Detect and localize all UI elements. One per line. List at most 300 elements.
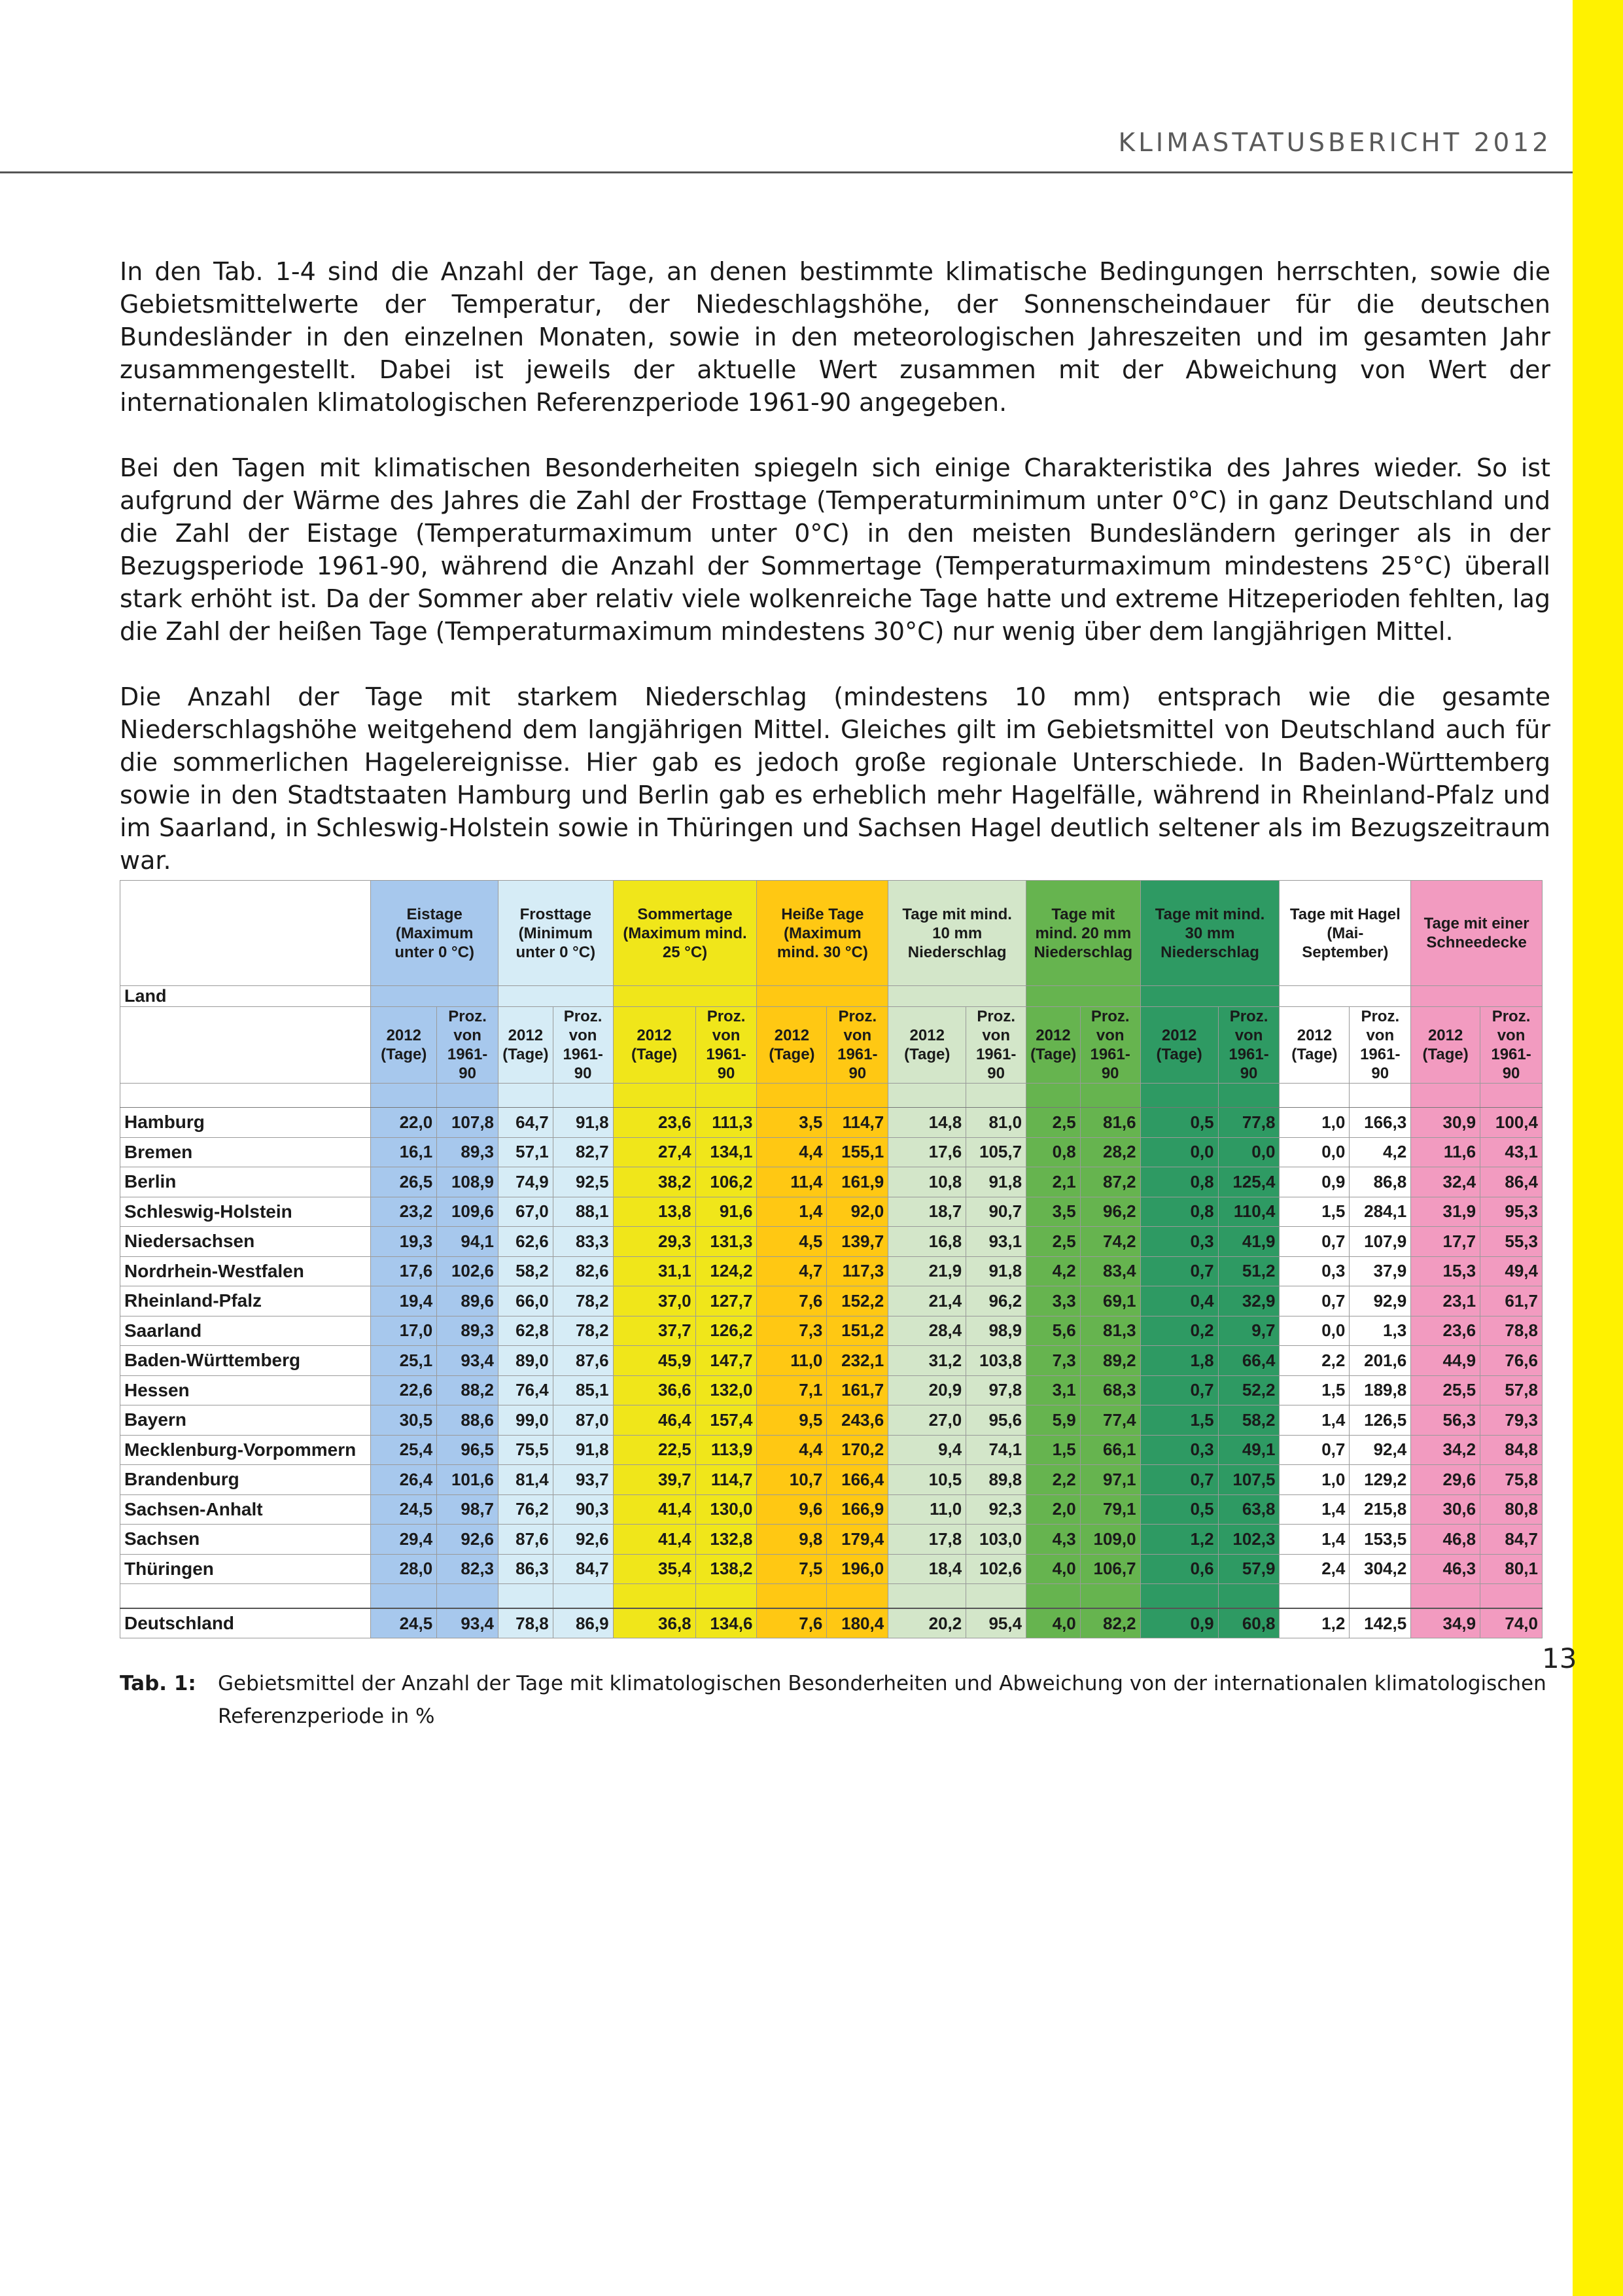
value-cell: 126,2 <box>695 1316 757 1346</box>
value-cell: 134,1 <box>695 1137 757 1167</box>
value-cell: 31,1 <box>613 1256 695 1286</box>
land-name: Sachsen-Anhalt <box>120 1494 371 1525</box>
value-cell: 9,4 <box>888 1435 966 1465</box>
value-cell: 55,3 <box>1480 1227 1543 1257</box>
value-cell: 58,2 <box>1218 1405 1280 1436</box>
value-cell: 37,9 <box>1350 1256 1411 1286</box>
value-cell: 25,4 <box>371 1435 437 1465</box>
value-cell: 66,1 <box>1080 1435 1140 1465</box>
table-row <box>120 1494 1543 1525</box>
value-cell: 101,6 <box>437 1465 498 1495</box>
value-cell: 13,8 <box>613 1197 695 1227</box>
value-cell: 201,6 <box>1350 1346 1411 1376</box>
header-rule <box>0 171 1573 173</box>
blank-cell <box>1280 1084 1350 1108</box>
value-cell: 0,5 <box>1140 1108 1218 1138</box>
value-cell: 96,5 <box>437 1435 498 1465</box>
value-cell: 196,0 <box>827 1554 888 1584</box>
value-cell: 2,4 <box>1280 1554 1350 1584</box>
land-name: Thüringen <box>120 1554 371 1584</box>
value-cell: 29,4 <box>371 1525 437 1555</box>
value-cell: 15,3 <box>1411 1256 1480 1286</box>
running-header: KLIMASTATUSBERICHT 2012 <box>1118 128 1552 158</box>
group-header: Tage mit mind. 20 mm Niederschlag <box>1026 881 1141 986</box>
value-cell: 17,0 <box>371 1316 437 1346</box>
value-cell: 125,4 <box>1218 1167 1280 1197</box>
value-cell: 151,2 <box>827 1316 888 1346</box>
blank-cell <box>613 986 757 1007</box>
value-cell: 90,7 <box>966 1197 1026 1227</box>
value-cell: 0,9 <box>1140 1608 1218 1638</box>
blank-cell <box>498 986 614 1007</box>
value-cell: 3,5 <box>1026 1197 1081 1227</box>
value-cell: 9,7 <box>1218 1316 1280 1346</box>
blank-cell <box>1140 1584 1218 1609</box>
value-cell: 16,8 <box>888 1227 966 1257</box>
value-cell: 92,5 <box>553 1167 613 1197</box>
value-cell: 114,7 <box>827 1108 888 1138</box>
value-cell: 57,9 <box>1218 1554 1280 1584</box>
value-cell: 124,2 <box>695 1256 757 1286</box>
value-cell: 96,2 <box>1080 1197 1140 1227</box>
value-cell: 4,7 <box>757 1256 827 1286</box>
blank-cell <box>437 1584 498 1609</box>
value-cell: 32,4 <box>1411 1167 1480 1197</box>
value-cell: 82,7 <box>553 1137 613 1167</box>
value-cell: 4,4 <box>757 1137 827 1167</box>
blank-cell <box>827 1084 888 1108</box>
blank-cell <box>888 986 1026 1007</box>
value-cell: 22,6 <box>371 1375 437 1405</box>
table-row <box>120 1256 1543 1286</box>
value-cell: 28,4 <box>888 1316 966 1346</box>
value-cell: 91,8 <box>966 1167 1026 1197</box>
value-cell: 83,4 <box>1080 1256 1140 1286</box>
value-cell: 62,8 <box>498 1316 553 1346</box>
value-cell: 0,8 <box>1140 1197 1218 1227</box>
value-cell: 91,8 <box>553 1108 613 1138</box>
value-cell: 37,7 <box>613 1316 695 1346</box>
value-cell: 25,5 <box>1411 1375 1480 1405</box>
value-cell: 27,0 <box>888 1405 966 1436</box>
group-header: Tage mit mind. 30 mm Niederschlag <box>1140 881 1280 986</box>
value-cell: 0,3 <box>1280 1256 1350 1286</box>
sub-header-year: 2012 (Tage) <box>1411 1007 1480 1084</box>
table-row <box>120 1316 1543 1346</box>
blank-cell <box>757 1084 827 1108</box>
land-name: Mecklenburg-Vorpommern <box>120 1435 371 1465</box>
value-cell: 1,5 <box>1280 1375 1350 1405</box>
value-cell: 16,1 <box>371 1137 437 1167</box>
value-cell: 74,2 <box>1080 1227 1140 1257</box>
value-cell: 1,4 <box>757 1197 827 1227</box>
sub-header-year: 2012 (Tage) <box>498 1007 553 1084</box>
value-cell: 117,3 <box>827 1256 888 1286</box>
value-cell: 19,4 <box>371 1286 437 1316</box>
value-cell: 131,3 <box>695 1227 757 1257</box>
blank-cell <box>553 1584 613 1609</box>
value-cell: 96,2 <box>966 1286 1026 1316</box>
value-cell: 76,4 <box>498 1375 553 1405</box>
value-cell: 81,0 <box>966 1108 1026 1138</box>
value-cell: 0,7 <box>1280 1435 1350 1465</box>
blank-cell <box>1080 1084 1140 1108</box>
value-cell: 0,4 <box>1140 1286 1218 1316</box>
blank-cell <box>1480 1084 1543 1108</box>
value-cell: 87,6 <box>498 1525 553 1555</box>
value-cell: 77,8 <box>1218 1108 1280 1138</box>
value-cell: 92,3 <box>966 1494 1026 1525</box>
value-cell: 91,8 <box>553 1435 613 1465</box>
value-cell: 11,4 <box>757 1167 827 1197</box>
value-cell: 46,3 <box>1411 1554 1480 1584</box>
sub-header-year: 2012 (Tage) <box>613 1007 695 1084</box>
value-cell: 44,9 <box>1411 1346 1480 1376</box>
value-cell: 1,4 <box>1280 1494 1350 1525</box>
value-cell: 4,0 <box>1026 1554 1081 1584</box>
value-cell: 1,4 <box>1280 1405 1350 1436</box>
land-name: Nordrhein-Westfalen <box>120 1256 371 1286</box>
value-cell: 3,5 <box>757 1108 827 1138</box>
blank-cell <box>757 986 888 1007</box>
value-cell: 93,1 <box>966 1227 1026 1257</box>
value-cell: 87,0 <box>553 1405 613 1436</box>
value-cell: 92,4 <box>1350 1435 1411 1465</box>
value-cell: 79,1 <box>1080 1494 1140 1525</box>
value-cell: 243,6 <box>827 1405 888 1436</box>
value-cell: 10,5 <box>888 1465 966 1495</box>
blank-cell <box>1480 1584 1543 1609</box>
value-cell: 88,1 <box>553 1197 613 1227</box>
value-cell: 109,6 <box>437 1197 498 1227</box>
value-cell: 161,7 <box>827 1375 888 1405</box>
group-header-row <box>120 881 1543 986</box>
value-cell: 0,2 <box>1140 1316 1218 1346</box>
blank-cell <box>1080 1584 1140 1609</box>
value-cell: 75,5 <box>498 1435 553 1465</box>
blank-cell <box>498 1584 553 1609</box>
value-cell: 14,8 <box>888 1108 966 1138</box>
table-row <box>120 1137 1543 1167</box>
blank-cell <box>437 1084 498 1108</box>
value-cell: 77,4 <box>1080 1405 1140 1436</box>
group-header: Tage mit einer Schneedecke <box>1411 881 1543 986</box>
value-cell: 0,3 <box>1140 1227 1218 1257</box>
land-name: Rheinland-Pfalz <box>120 1286 371 1316</box>
value-cell: 34,9 <box>1411 1608 1480 1638</box>
value-cell: 46,8 <box>1411 1525 1480 1555</box>
value-cell: 57,8 <box>1480 1375 1543 1405</box>
value-cell: 78,8 <box>1480 1316 1543 1346</box>
value-cell: 138,2 <box>695 1554 757 1584</box>
value-cell: 93,7 <box>553 1465 613 1495</box>
corner-cell <box>120 881 371 986</box>
group-header: Eistage (Maximum unter 0 °C) <box>371 881 498 986</box>
value-cell: 102,3 <box>1218 1525 1280 1555</box>
value-cell: 132,8 <box>695 1525 757 1555</box>
value-cell: 83,3 <box>553 1227 613 1257</box>
value-cell: 0,9 <box>1280 1167 1350 1197</box>
value-cell: 36,6 <box>613 1375 695 1405</box>
value-cell: 107,9 <box>1350 1227 1411 1257</box>
blank-cell <box>888 1584 966 1609</box>
value-cell: 69,1 <box>1080 1286 1140 1316</box>
value-cell: 63,8 <box>1218 1494 1280 1525</box>
value-cell: 2,1 <box>1026 1167 1081 1197</box>
gap-row <box>120 1584 1543 1609</box>
value-cell: 84,8 <box>1480 1435 1543 1465</box>
value-cell: 35,4 <box>613 1554 695 1584</box>
value-cell: 80,1 <box>1480 1554 1543 1584</box>
value-cell: 22,5 <box>613 1435 695 1465</box>
spacer-row <box>120 1084 1543 1108</box>
value-cell: 64,7 <box>498 1108 553 1138</box>
blank-cell <box>1411 1584 1480 1609</box>
value-cell: 26,4 <box>371 1465 437 1495</box>
value-cell: 30,6 <box>1411 1494 1480 1525</box>
value-cell: 2,2 <box>1280 1346 1350 1376</box>
value-cell: 85,1 <box>553 1375 613 1405</box>
value-cell: 86,3 <box>498 1554 553 1584</box>
value-cell: 166,9 <box>827 1494 888 1525</box>
value-cell: 0,7 <box>1280 1227 1350 1257</box>
blank-cell <box>1218 1084 1280 1108</box>
value-cell: 81,3 <box>1080 1316 1140 1346</box>
sub-header-year: 2012 (Tage) <box>757 1007 827 1084</box>
group-header: Frosttage (Minimum unter 0 °C) <box>498 881 614 986</box>
blank-cell <box>1026 986 1141 1007</box>
value-cell: 39,7 <box>613 1465 695 1495</box>
value-cell: 95,4 <box>966 1608 1026 1638</box>
value-cell: 110,4 <box>1218 1197 1280 1227</box>
value-cell: 2,0 <box>1026 1494 1081 1525</box>
value-cell: 4,2 <box>1026 1256 1081 1286</box>
value-cell: 27,4 <box>613 1137 695 1167</box>
blank-cell <box>498 1084 553 1108</box>
value-cell: 98,7 <box>437 1494 498 1525</box>
value-cell: 92,6 <box>437 1525 498 1555</box>
blank-cell <box>695 1084 757 1108</box>
table-row <box>120 1227 1543 1257</box>
value-cell: 22,0 <box>371 1108 437 1138</box>
value-cell: 109,0 <box>1080 1525 1140 1555</box>
value-cell: 7,3 <box>1026 1346 1081 1376</box>
sub-header-year: 2012 (Tage) <box>888 1007 966 1084</box>
value-cell: 80,8 <box>1480 1494 1543 1525</box>
blank-cell <box>1411 986 1543 1007</box>
value-cell: 2,2 <box>1026 1465 1081 1495</box>
climate-table <box>120 880 1543 1638</box>
value-cell: 106,7 <box>1080 1554 1140 1584</box>
value-cell: 43,1 <box>1480 1137 1543 1167</box>
value-cell: 108,9 <box>437 1167 498 1197</box>
value-cell: 60,8 <box>1218 1608 1280 1638</box>
value-cell: 0,0 <box>1280 1137 1350 1167</box>
value-cell: 89,2 <box>1080 1346 1140 1376</box>
value-cell: 51,2 <box>1218 1256 1280 1286</box>
value-cell: 17,6 <box>888 1137 966 1167</box>
value-cell: 25,1 <box>371 1346 437 1376</box>
value-cell: 21,4 <box>888 1286 966 1316</box>
land-column-header: Land <box>120 986 371 1007</box>
value-cell: 19,3 <box>371 1227 437 1257</box>
blank-cell <box>1280 1584 1350 1609</box>
value-cell: 1,5 <box>1140 1405 1218 1436</box>
value-cell: 29,3 <box>613 1227 695 1257</box>
value-cell: 107,5 <box>1218 1465 1280 1495</box>
value-cell: 52,2 <box>1218 1375 1280 1405</box>
table-row <box>120 1405 1543 1436</box>
value-cell: 10,8 <box>888 1167 966 1197</box>
value-cell: 79,3 <box>1480 1405 1543 1436</box>
paragraph-1: In den Tab. 1-4 sind die Anzahl der Tage, an denen bestimmte klimatische Bedingungen herrschten, sowie die Gebietsmittelwerte der Temperatur, der Niedeschlagshöhe, der Sonnenscheindauer für die deutschen Bundesländer in den einzelnen Monaten, sowie in den meteorologischen Jahreszeiten und im gesamten Jahr zusammengestellt. Dabei ist jeweils der aktuelle Wert zusammen mit der Abweichung von Wert der internationalen klimatologischen Referenzperiode 1961-90 angegeben. <box>120 257 1550 417</box>
value-cell: 97,8 <box>966 1375 1026 1405</box>
value-cell: 94,1 <box>437 1227 498 1257</box>
sub-header-year: 2012 (Tage) <box>1026 1007 1081 1084</box>
blank-cell <box>553 1084 613 1108</box>
value-cell: 3,3 <box>1026 1286 1081 1316</box>
blank-cell <box>371 986 498 1007</box>
value-cell: 56,3 <box>1411 1405 1480 1436</box>
value-cell: 10,7 <box>757 1465 827 1495</box>
group-header: Tage mit Hagel (Mai-September) <box>1280 881 1411 986</box>
value-cell: 166,4 <box>827 1465 888 1495</box>
value-cell: 0,0 <box>1140 1137 1218 1167</box>
yellow-side-bar <box>1573 0 1623 2296</box>
value-cell: 9,6 <box>757 1494 827 1525</box>
value-cell: 0,8 <box>1026 1137 1081 1167</box>
value-cell: 2,5 <box>1026 1227 1081 1257</box>
value-cell: 99,0 <box>498 1405 553 1436</box>
value-cell: 41,9 <box>1218 1227 1280 1257</box>
value-cell: 90,3 <box>553 1494 613 1525</box>
value-cell: 11,0 <box>888 1494 966 1525</box>
value-cell: 98,9 <box>966 1316 1026 1346</box>
value-cell: 23,1 <box>1411 1286 1480 1316</box>
value-cell: 58,2 <box>498 1256 553 1286</box>
sub-header-year: 2012 (Tage) <box>1140 1007 1218 1084</box>
blank-cell <box>120 1584 371 1609</box>
value-cell: 7,6 <box>757 1286 827 1316</box>
value-cell: 1,5 <box>1026 1435 1081 1465</box>
value-cell: 0,6 <box>1140 1554 1218 1584</box>
value-cell: 78,2 <box>553 1316 613 1346</box>
land-name: Deutschland <box>120 1608 371 1638</box>
value-cell: 1,8 <box>1140 1346 1218 1376</box>
value-cell: 107,8 <box>437 1108 498 1138</box>
value-cell: 0,8 <box>1140 1167 1218 1197</box>
blank-cell <box>613 1084 695 1108</box>
value-cell: 30,9 <box>1411 1108 1480 1138</box>
blank-cell <box>613 1584 695 1609</box>
blank-cell <box>966 1084 1026 1108</box>
value-cell: 5,6 <box>1026 1316 1081 1346</box>
value-cell: 142,5 <box>1350 1608 1411 1638</box>
value-cell: 89,3 <box>437 1137 498 1167</box>
value-cell: 7,6 <box>757 1608 827 1638</box>
value-cell: 17,8 <box>888 1525 966 1555</box>
value-cell: 84,7 <box>1480 1525 1543 1555</box>
value-cell: 4,3 <box>1026 1525 1081 1555</box>
value-cell: 74,1 <box>966 1435 1026 1465</box>
value-cell: 17,6 <box>371 1256 437 1286</box>
value-cell: 82,3 <box>437 1554 498 1584</box>
value-cell: 7,1 <box>757 1375 827 1405</box>
value-cell: 102,6 <box>437 1256 498 1286</box>
value-cell: 66,0 <box>498 1286 553 1316</box>
land-name: Brandenburg <box>120 1465 371 1495</box>
value-cell: 41,4 <box>613 1525 695 1555</box>
value-cell: 28,2 <box>1080 1137 1140 1167</box>
value-cell: 31,9 <box>1411 1197 1480 1227</box>
blank-cell <box>1140 986 1280 1007</box>
value-cell: 7,3 <box>757 1316 827 1346</box>
value-cell: 86,4 <box>1480 1167 1543 1197</box>
value-cell: 0,0 <box>1280 1316 1350 1346</box>
value-cell: 7,5 <box>757 1554 827 1584</box>
value-cell: 20,2 <box>888 1608 966 1638</box>
value-cell: 68,3 <box>1080 1375 1140 1405</box>
blank-cell <box>1411 1084 1480 1108</box>
climate-table-container <box>120 880 1543 1638</box>
value-cell: 93,4 <box>437 1608 498 1638</box>
value-cell: 1,2 <box>1140 1525 1218 1555</box>
value-cell: 76,6 <box>1480 1346 1543 1376</box>
blank-cell <box>1350 1084 1411 1108</box>
sub-header-percent: Proz. von 1961-90 <box>966 1007 1026 1084</box>
value-cell: 4,4 <box>757 1435 827 1465</box>
land-name: Saarland <box>120 1316 371 1346</box>
value-cell: 126,5 <box>1350 1405 1411 1436</box>
value-cell: 215,8 <box>1350 1494 1411 1525</box>
value-cell: 86,9 <box>553 1608 613 1638</box>
table-row <box>120 1197 1543 1227</box>
sub-header-percent: Proz. von 1961-90 <box>1080 1007 1140 1084</box>
value-cell: 1,3 <box>1350 1316 1411 1346</box>
value-cell: 139,7 <box>827 1227 888 1257</box>
value-cell: 86,8 <box>1350 1167 1411 1197</box>
value-cell: 91,8 <box>966 1256 1026 1286</box>
value-cell: 100,4 <box>1480 1108 1543 1138</box>
value-cell: 0,7 <box>1280 1286 1350 1316</box>
value-cell: 103,0 <box>966 1525 1026 1555</box>
land-name: Baden-Württemberg <box>120 1346 371 1376</box>
blank-cell <box>888 1084 966 1108</box>
blank-cell <box>695 1584 757 1609</box>
value-cell: 157,4 <box>695 1405 757 1436</box>
sub-header-percent: Proz. von 1961-90 <box>553 1007 613 1084</box>
land-name: Sachsen <box>120 1525 371 1555</box>
value-cell: 82,2 <box>1080 1608 1140 1638</box>
total-row <box>120 1608 1543 1638</box>
value-cell: 46,4 <box>613 1405 695 1436</box>
sub-header-percent: Proz. von 1961-90 <box>827 1007 888 1084</box>
value-cell: 66,4 <box>1218 1346 1280 1376</box>
value-cell: 4,0 <box>1026 1608 1081 1638</box>
value-cell: 89,0 <box>498 1346 553 1376</box>
value-cell: 161,9 <box>827 1167 888 1197</box>
land-name: Hamburg <box>120 1108 371 1138</box>
value-cell: 78,8 <box>498 1608 553 1638</box>
value-cell: 75,8 <box>1480 1465 1543 1495</box>
land-name: Niedersachsen <box>120 1227 371 1257</box>
value-cell: 26,5 <box>371 1167 437 1197</box>
value-cell: 95,6 <box>966 1405 1026 1436</box>
blank-cell <box>1140 1084 1218 1108</box>
paragraph-2: Bei den Tagen mit klimatischen Besonderheiten spiegeln sich einige Charakteristika des Jahres wieder. So ist aufgrund der Wärme des Jahres die Zahl der Frosttage (Temperaturminimum unter 0°C) in ganz Deutschland und die Zahl der Eistage (Temperaturmaximum unter 0°C) in den meisten Bundesländern geringer als in der Bezugsperiode 1961-90, während die Anzahl der Sommertage (Temperaturmaximum mindestens 25°C) überall stark erhöht ist. Da der Sommer aber relativ viele wolkenreiche Tage hatte und extreme Hitzeperioden fehlten, lag die Zahl der heißen Tage (Temperaturmaximum mindestens 30°C) nur wenig über dem langjährigen Mittel. <box>120 453 1550 646</box>
value-cell: 18,4 <box>888 1554 966 1584</box>
land-name: Schleswig-Holstein <box>120 1197 371 1227</box>
